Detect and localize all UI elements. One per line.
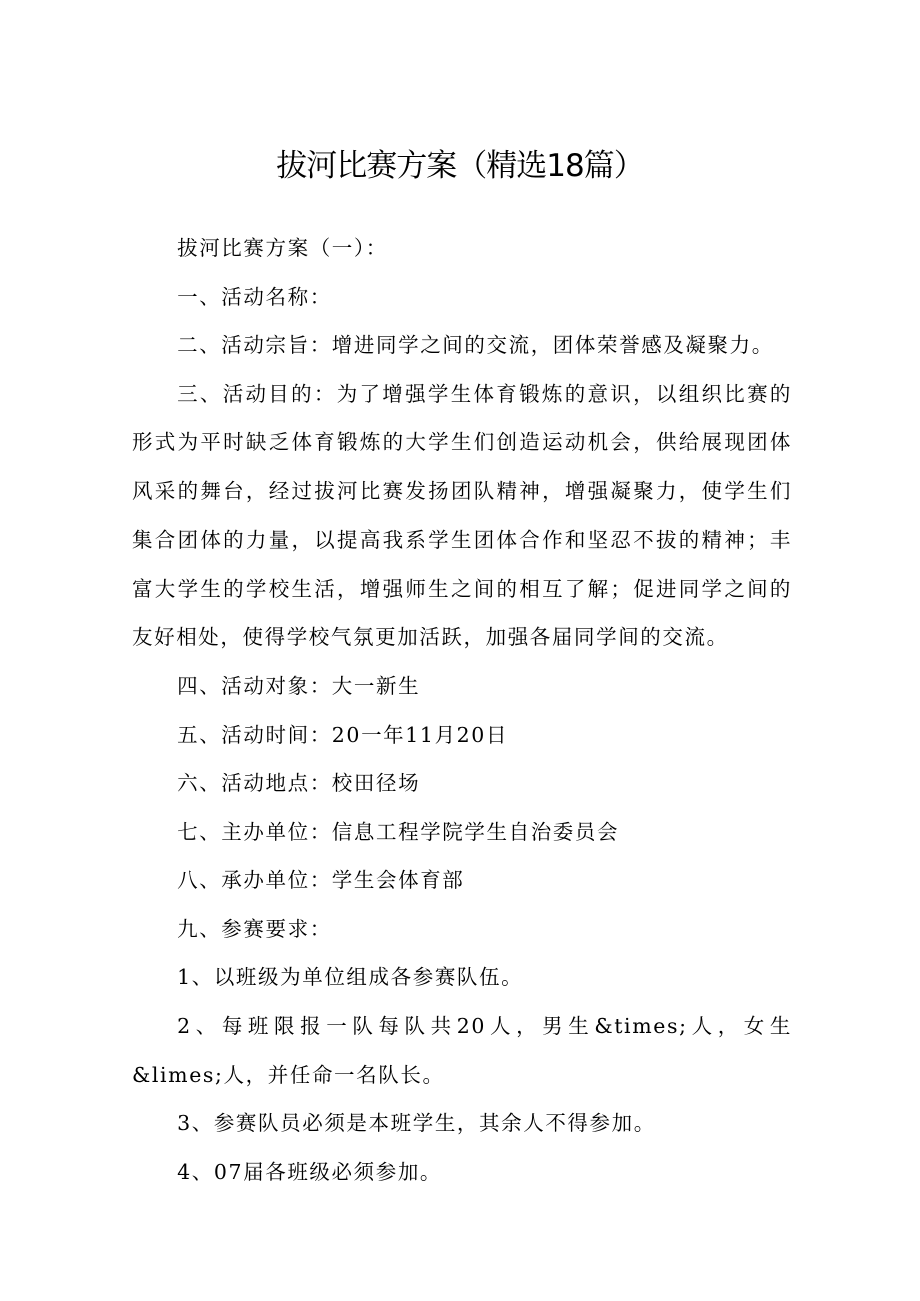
requirement-item: 4、07届各班级必须参加。 [177,1159,443,1184]
activity-time: 五、活动时间：20一年11月20日 [177,722,509,747]
organizer: 八、承办单位：学生会体育部 [177,868,465,893]
document-body [132,224,792,1196]
section-heading: 拔河比赛方案（一）： [177,236,388,260]
requirement-item: 3、参赛队员必须是本班学生，其余人不得参加。 [177,1111,656,1136]
host-organization: 七、主办单位：信息工程学院学生自治委员会 [177,819,620,844]
activity-purpose: 二、活动宗旨：增进同学之间的交流，团体荣誉感及凝聚力。 [177,333,774,357]
requirement-item: 2、每班限报一队每队共20人，男生&times;人，女生&limes;人，并任命一名队长。 [132,1013,792,1087]
activity-audience: 四、活动对象：大一新生 [177,674,421,699]
activity-name: 一、活动名称： [177,284,332,309]
document-title: 拔河比赛方案（精选18篇） [276,148,644,184]
activity-goal: 三、活动目的：为了增强学生体育锻炼的意识，以组织比赛的形式为平时缺乏体育锻炼的大学生们创造运动机会，供给展现团体风采的舞台，经过拔河比赛发扬团队精神，增强凝聚力，使学生们集合团体的力量，以提高我系学生团体合作和坚忍不拔的精神；丰富大学生的学校生活，增强师生之间的相互了解；促进同学之间的友好相处，使得学校气氛更加活跃，加强各届同学间的交流。 [132,381,792,650]
requirement-item: 1、以班级为单位组成各参赛队伍。 [177,965,524,990]
activity-location: 六、活动地点：校田径场 [177,771,421,796]
requirements-heading: 九、参赛要求： [177,916,332,941]
